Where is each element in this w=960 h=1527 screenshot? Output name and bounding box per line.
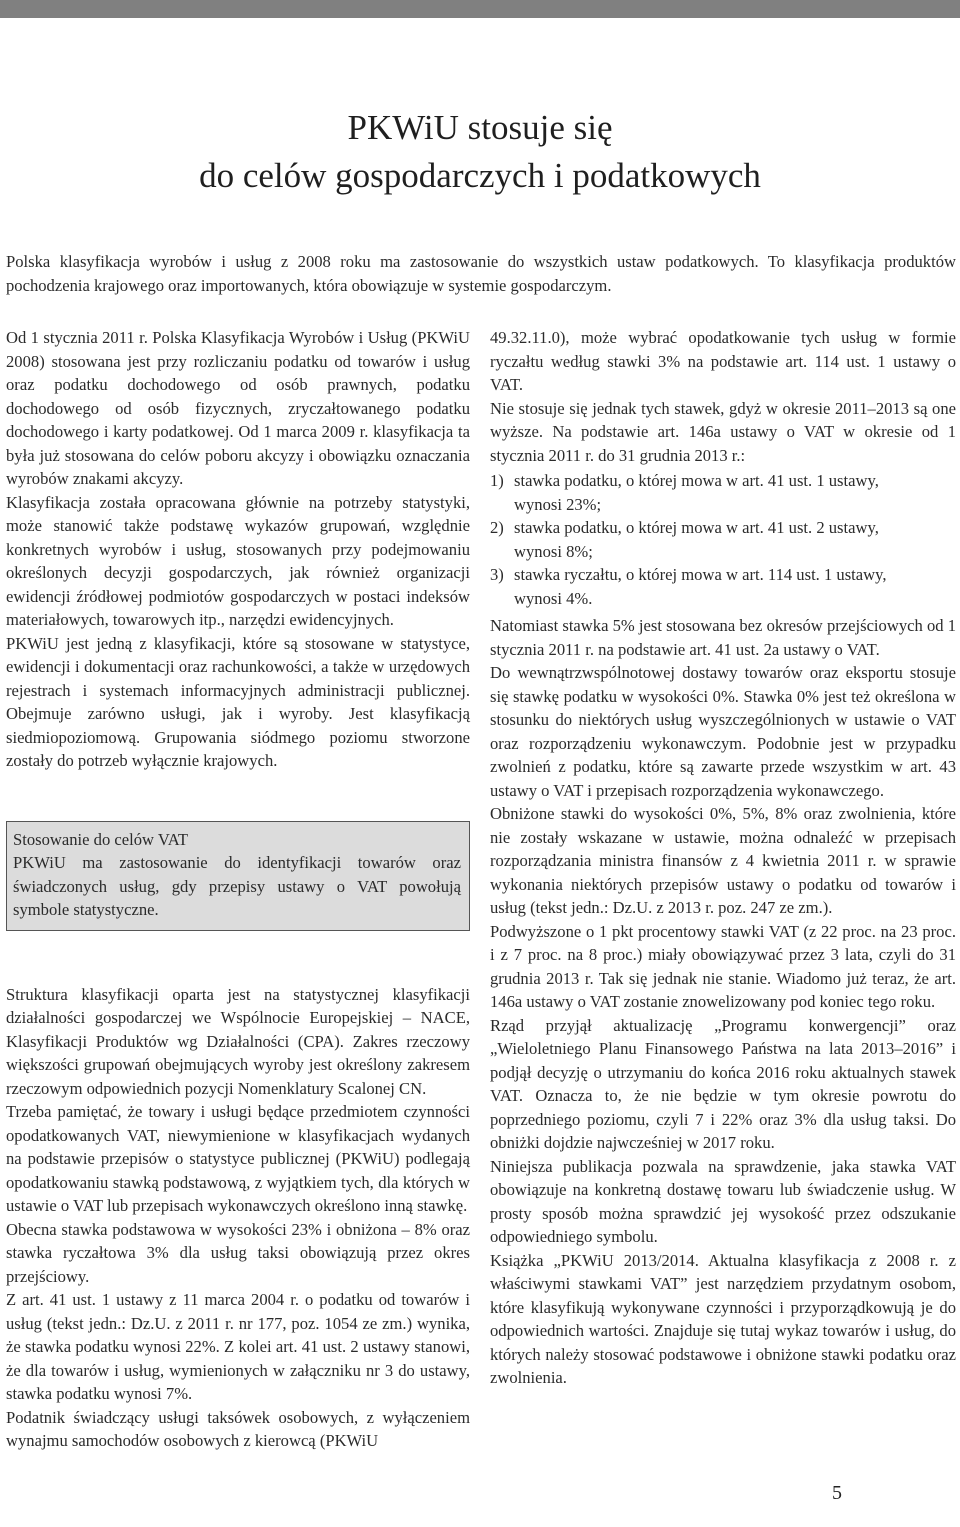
right-paragraph-5: Obniżone stawki do wysokości 0%, 5%, 8% oraz zwolnienia, które nie zostały wskazane w ustawie, można odnaleźć w przepisach rozporządzania ministra finansów z 4 kwietnia 2011 r. w sprawie wykonania niektórych przepisów ustawy o podatku od towarów i usług (tekst jedn.: Dz.U. z 2013 r. poz. 247 ze zm.). [490, 804, 956, 917]
right-paragraph-4: Do wewnątrzwspólnotowej dostawy towarów oraz eksportu stosuje się stawkę podatku w wysokości 0%. Stawka 0% jest też określona w stosunku do niektórych usług wyszczególnionych w ustawie o VAT oraz rozporządzeniu wykonawczym. Podobnie jest w przypadku zwolnień z podatku, które są zawarte przede wszystkim w art. 43 ustawy o VAT i przepisach rozporządzenia wykonawczego. [490, 663, 956, 800]
left-paragraph-1: Od 1 stycznia 2011 r. Polska Klasyfikacja Wyrobów i Usług (PKWiU 2008) stosowana jest przy rozliczaniu podatku od towarów i usług oraz podatku dochodowego od osób prawnych, podatku dochodowego od osób fizycznych, zryczałtowanego podatku dochodowego i karty podatkowej. Od 1 marca 2009 r. klasyfikacja ta była już stosowana do celów poboru akcyzy i obowiązku oznaczania wyrobów znakami akcyzy. [6, 328, 470, 488]
left-paragraph-2: Klasyfikacja została opracowana głównie na potrzeby statystyki, może stanowić także podstawę wykazów grupowań, względnie konkretnych wyrobów i usług, stosowanych przy podejmowaniu określonych decyzji gospodarczych, jak również organizacji ewidencji źródłowej podmiotów gospodarczych w postaci indeksów materiałowych, towarowych itp., narzędzi ewidencyjnych. [6, 492, 470, 629]
left-column [6, 326, 470, 1453]
list-item-text: stawka ryczałtu, o której mowa w art. 114 ust. 1 ustawy, [514, 565, 887, 584]
left-paragraph-8: Podatnik świadczący usługi taksówek osobowych, z wyłączeniem wynajmu samochodów osobowych z kierowcą (PKWiU [6, 1407, 470, 1450]
list-item-text: stawka podatku, o której mowa w art. 41 ust. 2 ustawy, [514, 518, 879, 537]
left-paragraph-4: Struktura klasyfikacji oparta jest na statystycznej klasyfikacji działalności gospodarczej we Wspólnocie Europejskiej – NACE, Klasyfikacji Produktów wg Działalności (CPA). Zakres rzeczowy większości grupowań obejmujących wyroby jest określony zakresem rzeczowym odpowiednich pozycji Nomenklatury Scalonej CN. [6, 984, 470, 1098]
right-paragraph-2: Nie stosuje się jednak tych stawek, gdyż w okresie 2011–2013 są one wyższe. Na podstawie art. 146a ustawy o VAT w okresie od 1 stycznia 2011 r. do 31 grudnia 2013 r.: [490, 398, 956, 465]
right-paragraph-3: Natomiast stawka 5% jest stosowana bez okresów przejściowych od 1 stycznia 2011 r. na podstawie art. 41 ust. 2a ustawy o VAT. [490, 616, 956, 659]
vat-info-box [6, 821, 470, 931]
left-paragraph-6: Obecna stawka podstawowa w wysokości 23% i obniżona – 8% oraz stawka ryczałtowa 3% dla usług taksi obowiązują przez okres przejściowy. [6, 1219, 470, 1286]
page-title [0, 104, 960, 200]
list-item-text: stawka podatku, o której mowa w art. 41 ust. 1 ustawy, [514, 471, 879, 490]
right-paragraph-6: Podwyższone o 1 pkt procentowy stawki VAT (z 22 proc. na 23 proc. i z 7 proc. na 8 proc.) miały obowiązywać przez 3 lata, czyli do 31 grudnia 2013 r. Tak się jednak nie stanie. Wiadomo już teraz, że art. 146a ustawy o VAT zostanie znowelizowany pod koniec tego roku. [490, 921, 956, 1011]
right-paragraph-1: 49.32.11.0), może wybrać opodatkowanie tych usług w formie ryczałtu według stawki 3% na podstawie art. 114 ust. 1 ustawy o VAT. [490, 328, 956, 394]
list-item-continuation: wynosi 4%. [514, 588, 593, 608]
list-item-continuation: wynosi 8%; [514, 541, 593, 561]
list-item-number: 3) [490, 565, 504, 584]
list-item-number: 2) [490, 518, 504, 537]
list-item-continuation: wynosi 23%; [514, 494, 602, 514]
left-paragraph-3: PKWiU jest jedną z klasyfikacji, które są stosowane w statystyce, ewidencji i dokumentacji oraz rachunkowości, a także w urzędowych rejestrach i systemach informacyjnych administracji publicznej. Obejmuje zarówno usługi, jak i wyroby. Jest klasyfikacją siedmiopoziomową. Grupowania siódmego poziomu stworzone zostały do potrzeb wyłącznie krajowych. [6, 633, 470, 770]
vat-rate-list [490, 469, 956, 610]
right-column [490, 326, 956, 1390]
list-item [490, 516, 956, 563]
right-paragraph-9: Książka „PKWiU 2013/2014. Aktualna klasyfikacja z 2008 r. z właściwymi stawkami VAT” jest narzędziem przydatnym osobom, które klasyfikują wykonywane czynności i przyporządkowują je do odpowiednich wartości. Znajduje się tutaj wykaz towarów i usług, do których należy stosować podstawowe i obniżone stawki podatku oraz zwolnienia. [490, 1250, 956, 1387]
page-title-line-2: do celów gospodarczych i podatkowych [199, 156, 761, 195]
top-bar [0, 0, 960, 18]
left-paragraph-7: Z art. 41 ust. 1 ustawy z 11 marca 2004 r. o podatku od towarów i usług (tekst jedn.: Dz.U. z 2011 r. nr 177, poz. 1054 ze zm.) wynika, że stawka podatku wynosi 22%. Z kolei art. 41 ust. 2 ustawy stanowi, że dla towarów i usług, wymienionych w załączniku nr 3 do ustawy, stawka podatku wynosi 7%. [6, 1290, 470, 1403]
right-paragraph-8: Niniejsza publikacja pozwala na sprawdzenie, jaka stawka VAT obowiązuje na konkretną dostawę towaru lub świadczenie usług. W prosty sposób można sprawdzić jej wysokość przez odszukanie odpowiedniego symbolu. [490, 1156, 956, 1246]
list-item [490, 469, 956, 516]
list-item [490, 563, 956, 610]
right-paragraph-7: Rząd przyjął aktualizację „Programu konwergencji” oraz „Wieloletniego Planu Finansowego Państwa na lata 2013–2016” i podjął decyzję o utrzymaniu do końca 2016 roku aktualnych stawek VAT. Oznacza to, że nie będzie w tym okresie powrotu do poprzedniego poziomu, czyli 7 i 22% oraz 3% dla usług taksi. Do obniżki dojdzie najwcześniej w 2017 roku. [490, 1015, 956, 1152]
intro-paragraph: Polska klasyfikacja wyrobów i usług z 2008 roku ma zastosowanie do wszystkich ustaw podatkowych. To klasyfikacja produktów pochodzenia krajowego oraz importowanych, która obowiązuje w systemie gospodarczym. [6, 252, 956, 295]
left-paragraph-5: Trzeba pamiętać, że towary i usługi będące przedmiotem czynności opodatkowanych VAT, niewymienione w klasyfikacjach wydanych na podstawie przepisów o statystyce publicznej (PKWiU) podlegają opodatkowaniu stawką podstawową, z wyjątkiem tych, dla których w ustawie o VAT lub przepisach wykonawczych określono inną stawkę. [6, 1102, 470, 1215]
page-number: 5 [832, 1482, 842, 1504]
vat-box-text: PKWiU ma zastosowanie do identyfikacji towarów oraz świadczonych usług, gdy przepisy ustawy o VAT powołują symbole statystyczne. [13, 853, 461, 919]
list-item-number: 1) [490, 471, 504, 490]
page-title-line-1: PKWiU stosuje się [347, 108, 613, 147]
vat-box-heading: Stosowanie do celów VAT [13, 829, 188, 849]
